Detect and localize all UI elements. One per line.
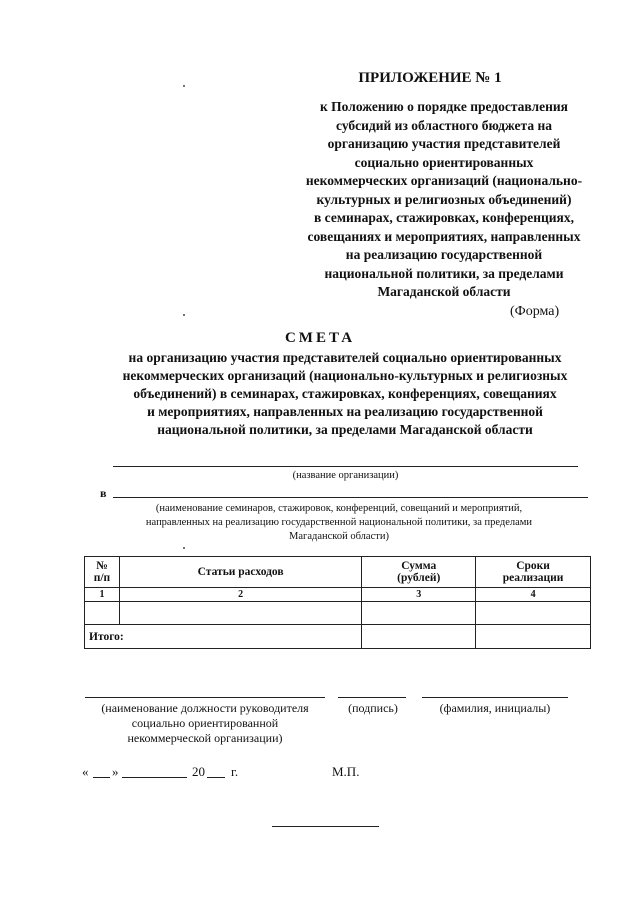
position-caption-line: социально ориентированной (131, 716, 279, 730)
stamp-label: М.П. (332, 764, 360, 779)
cost-table (84, 556, 591, 649)
table-total-row (85, 625, 591, 649)
header-terms (476, 557, 591, 588)
form-label: (Форма) (510, 304, 560, 319)
column-number: 4 (476, 588, 591, 602)
date-day-line[interactable] (93, 777, 110, 778)
smeta-subtitle (95, 349, 595, 439)
header-amount-line: (рублей) (397, 572, 441, 584)
header-amount (362, 557, 476, 588)
position-caption (85, 701, 325, 746)
header-terms-line: реализации (502, 572, 564, 584)
appendix-line: социально ориентированных (354, 154, 534, 170)
full-name-line[interactable] (422, 697, 568, 698)
header-expense-items (119, 557, 361, 588)
total-terms-cell[interactable] (476, 625, 591, 649)
table-cell[interactable] (362, 602, 476, 625)
position-caption-line: (наименование должности руководителя (101, 701, 309, 715)
full-name-caption: (фамилия, инициалы) (439, 701, 551, 715)
appendix-subtitle (282, 98, 606, 302)
header-amount-line: Сумма (401, 560, 437, 572)
date-year-prefix: 20 (192, 764, 205, 779)
date-close-quote: » (112, 764, 119, 779)
date-year-line[interactable] (207, 777, 225, 778)
header-expense-line: Статьи расходов (197, 566, 284, 578)
date-month-line[interactable] (122, 777, 187, 778)
column-number: 2 (119, 588, 361, 602)
appendix-line: некоммерческих организаций (национально- (305, 173, 583, 188)
appendix-line: организацию участия представителей (327, 136, 561, 151)
date-open-quote: « (82, 764, 89, 779)
appendix-line: совещаниях и мероприятиях, направленных (307, 228, 581, 244)
total-amount-cell[interactable] (362, 625, 476, 649)
table-cell[interactable] (85, 602, 120, 625)
in-prefix: в (100, 486, 107, 500)
appendix-line: на реализацию государственной (345, 247, 543, 262)
signature-caption: (подпись) (348, 701, 398, 715)
column-number: 3 (362, 588, 476, 602)
appendix-title: ПРИЛОЖЕНИЕ № 1 (358, 70, 502, 86)
table-number-row (85, 588, 591, 602)
table-row (85, 602, 591, 625)
event-name-line[interactable] (113, 497, 588, 498)
header-number-line: № (96, 560, 108, 572)
smeta-line: и мероприятиях, направленных на реализацию государственной (147, 404, 543, 419)
smeta-line: на организацию участия представителей социально ориентированных (128, 350, 562, 365)
appendix-line: субсидий из областного бюджета на (336, 117, 552, 133)
scan-speck (183, 547, 185, 549)
appendix-line: культурных и религиозных объединений) (316, 191, 572, 207)
smeta-title: СМЕТА (284, 330, 356, 346)
scan-speck (183, 85, 185, 87)
header-number (85, 557, 120, 588)
bottom-separator (272, 826, 379, 827)
column-number: 1 (85, 588, 120, 602)
header-terms-line: Сроки (516, 560, 550, 572)
org-name-line[interactable] (113, 466, 578, 467)
total-label: Итого: (85, 625, 362, 649)
table-cell[interactable] (119, 602, 361, 625)
event-caption-line: направленных на реализацию государственной национальной политики, за пределами (145, 517, 533, 528)
event-caption (84, 502, 594, 544)
event-caption-line: (наименование семинаров, стажировок, конференций, совещаний и мероприятий, (155, 503, 523, 514)
appendix-line: к Положению о порядке предоставления (320, 99, 568, 114)
scan-speck (183, 314, 185, 316)
header-number-line: п/п (93, 572, 111, 584)
table-cell[interactable] (476, 602, 591, 625)
position-caption-line: некоммерческой организации) (127, 731, 283, 745)
org-name-caption: (название организации) (292, 470, 399, 481)
smeta-line: некоммерческих организаций (национально-культурных и религиозных (122, 368, 568, 383)
event-caption-line: Магаданской области) (289, 531, 389, 542)
smeta-line: объединений) в семинарах, стажировках, конференциях, совещаниях (133, 386, 557, 401)
smeta-line: национальной политики, за пределами Магаданской области (157, 422, 533, 437)
signature-line[interactable] (338, 697, 406, 698)
appendix-line: национальной политики, за пределами (324, 265, 564, 281)
date-year-suffix: г. (231, 764, 239, 779)
appendix-line: Магаданской области (377, 284, 511, 299)
appendix-line: в семинарах, стажировках, конференциях, (314, 210, 574, 225)
position-line[interactable] (85, 697, 325, 698)
table-header-row (85, 557, 591, 588)
